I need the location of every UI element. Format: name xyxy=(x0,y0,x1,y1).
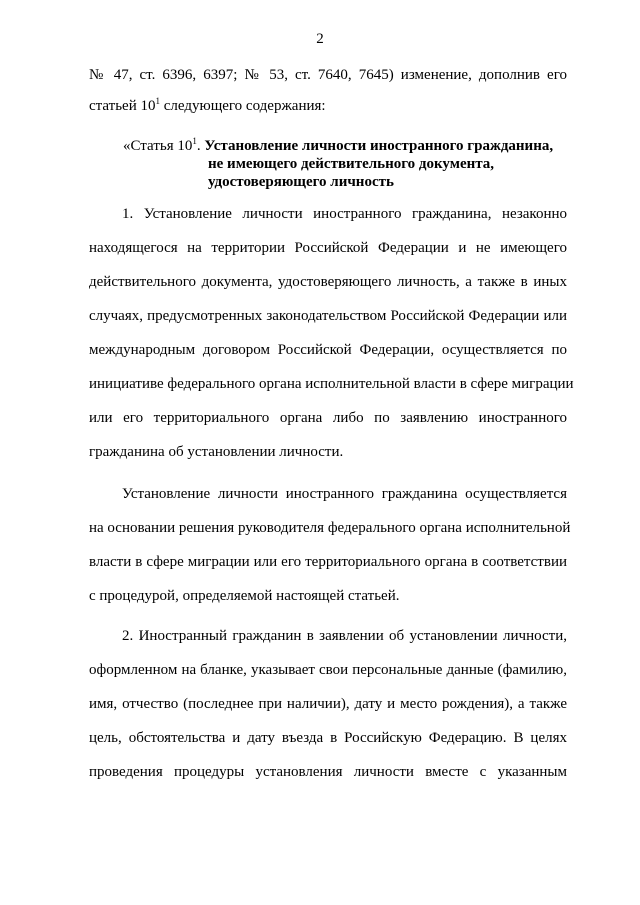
article-heading-line-1 xyxy=(123,137,553,155)
paragraph-1-line-6: инициативе федерального органа исполнительной власти в сфере миграции xyxy=(89,376,574,392)
paragraph-1-line-1: 1. Установление личности иностранного гражданина, незаконно xyxy=(122,206,567,222)
paragraph-1-line-3: действительного документа, удостоверяющего личность, а также в иных xyxy=(89,274,567,290)
intro-line-2-tail: следующего содержания: xyxy=(160,98,326,114)
intro-line-2-text: статьей 10 xyxy=(89,98,156,114)
article-number-dot: . xyxy=(196,138,205,154)
paragraph-3-line-5: проведения процедуры установления личности вместе с указанным xyxy=(89,764,567,780)
paragraph-1-line-7: или его территориального органа либо по заявлению иностранного xyxy=(89,410,567,426)
paragraph-2-line-1: Установление личности иностранного гражданина осуществляется xyxy=(122,486,567,502)
paragraph-3-line-1: 2. Иностранный гражданин в заявлении об установлении личности, xyxy=(122,628,567,644)
paragraph-3-line-2: оформленном на бланке, указывает свои персональные данные (фамилию, xyxy=(89,662,567,678)
page-number: 2 xyxy=(316,31,324,47)
paragraph-1-line-8: гражданина об установлении личности. xyxy=(89,444,344,460)
paragraph-2-line-4: с процедурой, определяемой настоящей статьей. xyxy=(89,588,400,604)
paragraph-1-line-5: международным договором Российской Федерации, осуществляется по xyxy=(89,342,567,358)
paragraph-3-line-3: имя, отчество (последнее при наличии), дату и место рождения), а также xyxy=(89,696,567,712)
article-number xyxy=(123,138,204,154)
article-number-text: «Статья 10 xyxy=(123,138,193,154)
article-title-line-3: удостоверяющего личность xyxy=(208,174,394,190)
intro-line-2-superscript: 1 xyxy=(155,96,160,106)
paragraph-1-line-2: находящегося на территории Российской Федерации и не имеющего xyxy=(89,240,567,256)
intro-line-1: № 47, ст. 6396, 6397; № 53, ст. 7640, 7645) изменение, дополнив его xyxy=(89,67,567,83)
article-number-superscript: 1 xyxy=(192,136,197,146)
article-title-line-2: не имеющего действительного документа, xyxy=(208,156,495,172)
paragraph-3-line-4: цель, обстоятельства и дату въезда в Российскую Федерацию. В целях xyxy=(89,730,567,746)
article-title-line-1: Установление личности иностранного гражданина, xyxy=(204,138,554,154)
intro-line-2 xyxy=(89,97,567,115)
paragraph-1-line-4: случаях, предусмотренных законодательством Российской Федерации или xyxy=(89,308,567,324)
paragraph-2-line-2: на основании решения руководителя федерального органа исполнительной xyxy=(89,520,571,536)
paragraph-2-line-3: власти в сфере миграции или его территориального органа в соответствии xyxy=(89,554,567,570)
